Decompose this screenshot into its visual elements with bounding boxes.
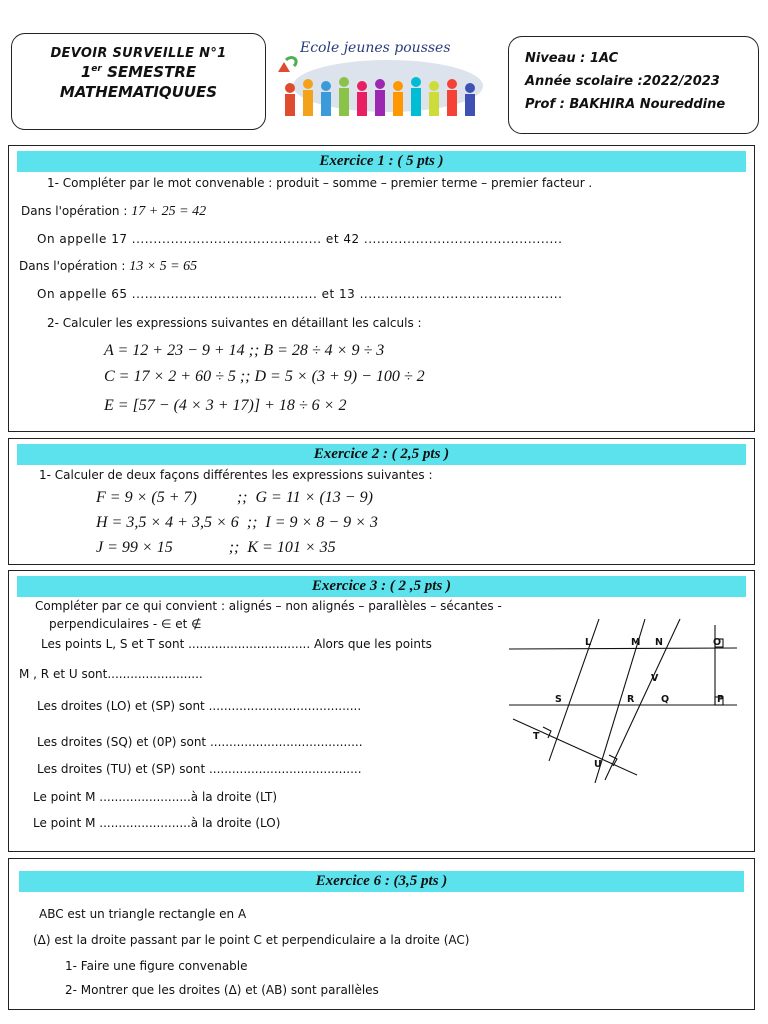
- header-title-box: [11, 33, 266, 130]
- ex6-statement-1: ABC est un triangle rectangle en A: [39, 907, 247, 921]
- ex2-question-1: 1- Calculer de deux façons différentes les expressions suivantes :: [39, 468, 433, 482]
- geometry-figure: [505, 605, 745, 785]
- exercise-2: [8, 438, 755, 565]
- ex6-question-2: 2- Montrer que les droites (Δ) et (AB) sont parallèles: [65, 983, 379, 997]
- svg-text:L: L: [585, 637, 592, 648]
- ex3-point-1[interactable]: Le point M ........................à la droite (LT): [33, 790, 278, 804]
- ex1-fill-line-1[interactable]: On appelle 17 ............................................ et 42 ..............................................: [37, 232, 563, 246]
- ex1-operation-1: Dans l'opération : 17 + 25 = 42: [21, 204, 207, 219]
- ex1-expression-c-d: C = 17 × 2 + 60 ÷ 5 ;; D = 5 × (3 + 9) − 100 ÷ 2: [104, 368, 425, 385]
- exercise-1-title: Exercice 1 : ( 5 pts ): [17, 151, 746, 172]
- exercise-2-title: Exercice 2 : ( 2,5 pts ): [17, 444, 746, 465]
- ex3-lines-1[interactable]: Les droites (LO) et (SP) sont ........................................: [37, 699, 362, 713]
- ex2-expression-j-k: J = 99 × 15 ;; K = 101 × 35: [96, 539, 336, 556]
- ex3-point-2[interactable]: Le point M ........................à la droite (LO): [33, 816, 281, 830]
- ex6-question-1: 1- Faire une figure convenable: [65, 959, 248, 973]
- ex3-intro-line-1: Compléter par ce qui convient : alignés – non alignés – parallèles – sécantes -: [35, 599, 502, 613]
- children-illustration: [270, 56, 502, 136]
- svg-text:U: U: [594, 759, 602, 770]
- subject-label: MATHEMATIQUUES: [59, 83, 218, 101]
- teacher-label: Prof : BAKHIRA Noureddine: [525, 97, 726, 112]
- line-lo: [509, 648, 737, 649]
- ex2-expression-h-i: H = 3,5 × 4 + 3,5 × 6 ;; I = 9 × 8 − 9 × 3: [96, 514, 378, 531]
- ex1-expression-e: E = [57 − (4 × 3 + 17)] + 18 ÷ 6 × 2: [104, 397, 347, 414]
- ex3-lines-2[interactable]: Les droites (SQ) et (0P) sont ........................................: [37, 735, 363, 749]
- ex1-fill-line-2[interactable]: On appelle 65 ........................................... et 13 ...............................................: [37, 287, 563, 301]
- svg-text:S: S: [555, 694, 562, 705]
- exercise-6: [8, 858, 755, 1010]
- svg-text:R: R: [627, 694, 635, 705]
- ex1-expression-a-b: A = 12 + 23 − 9 + 14 ;; B = 28 ÷ 4 × 9 ÷ 3: [104, 342, 385, 359]
- svg-text:M: M: [631, 637, 641, 648]
- ex1-question-1: 1- Compléter par le mot convenable : produit – somme – premier terme – premier facteur .: [47, 176, 593, 190]
- exercise-6-title: Exercice 6 : (3,5 pts ): [19, 871, 744, 892]
- school-name: Ecole jeunes pousses: [300, 40, 451, 56]
- ex1-operation-2: Dans l'opération : 13 × 5 = 65: [19, 259, 198, 274]
- level-label: Niveau : 1AC: [525, 51, 619, 66]
- svg-text:V: V: [651, 673, 659, 684]
- exercise-3-title: Exercice 3 : ( 2 ,5 pts ): [17, 576, 746, 597]
- svg-text:N: N: [655, 637, 663, 648]
- exercise-3: [8, 570, 755, 852]
- svg-text:O: O: [713, 637, 722, 648]
- ex3-points-line-1[interactable]: Les points L, S et T sont ................................ Alors que les points: [41, 637, 432, 651]
- exam-title: DEVOIR SURVEILLE N°1: [50, 46, 227, 61]
- semester-label: 1er SEMESTRE: [80, 63, 197, 81]
- ex1-question-2: 2- Calculer les expressions suivantes en détaillant les calculs :: [47, 316, 422, 330]
- ex3-intro-line-2: perpendiculaires - ∈ et ∉: [49, 617, 202, 631]
- ex3-lines-3[interactable]: Les droites (TU) et (SP) sont ........................................: [37, 762, 362, 776]
- header-info-box: [508, 36, 759, 134]
- line-lt: [549, 619, 599, 761]
- school-logo: [270, 40, 502, 135]
- ex2-expression-f-g: F = 9 × (5 + 7) ;; G = 11 × (13 − 9): [96, 489, 373, 506]
- school-year-label: Année scolaire :2022/2023: [525, 74, 720, 89]
- ex6-statement-2: (Δ) est la droite passant par le point C et perpendiculaire a la droite (AC): [33, 933, 470, 947]
- svg-text:Q: Q: [661, 694, 670, 705]
- svg-text:T: T: [533, 731, 540, 742]
- line-tu: [513, 719, 637, 775]
- ex3-points-line-2[interactable]: M , R et U sont.........................: [19, 667, 203, 681]
- svg-text:P: P: [717, 694, 724, 705]
- exercise-1: [8, 145, 755, 432]
